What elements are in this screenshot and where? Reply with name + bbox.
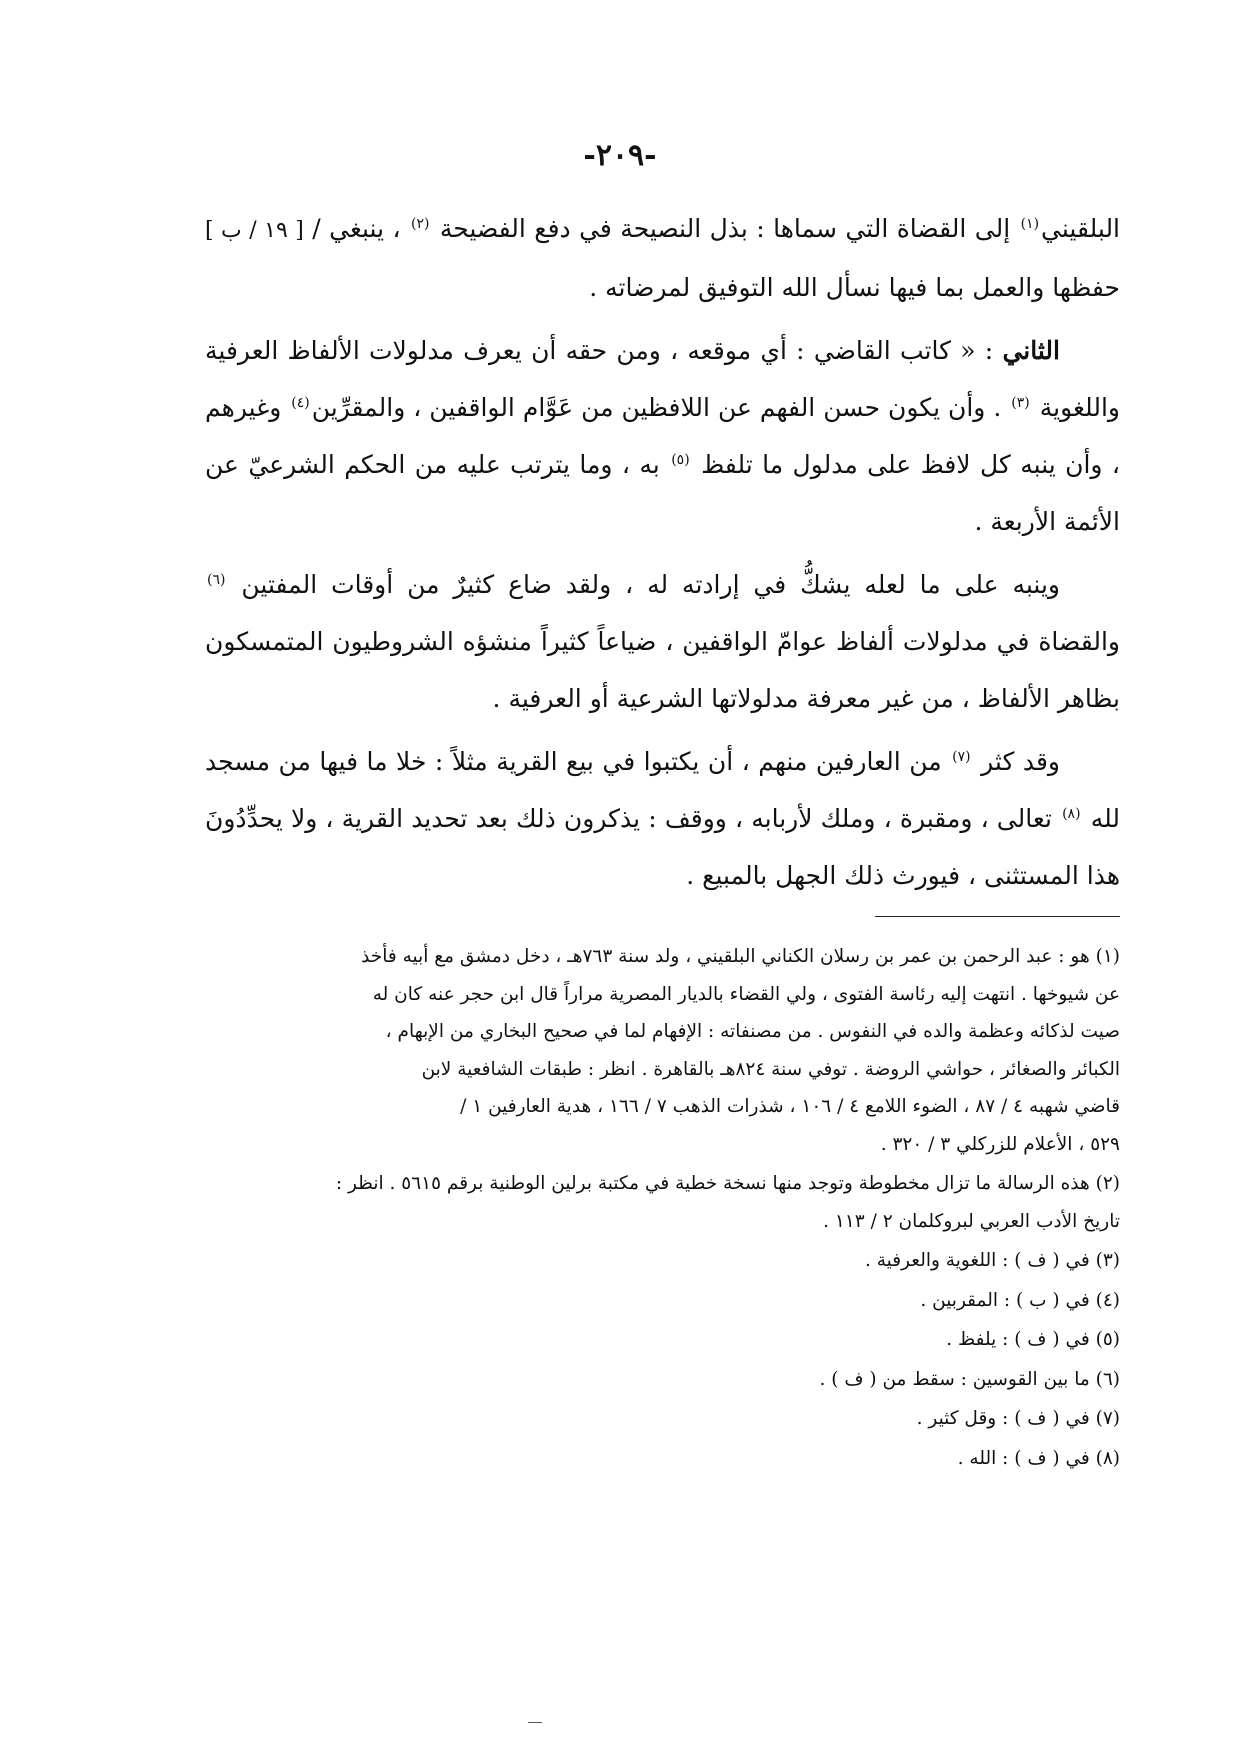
footnote-line: تاريخ الأدب العربي لبروكلمان ٢ / ١١٣ .	[823, 1210, 1120, 1232]
footnote-4: (٤) في ( ب ) : المقربين .	[920, 1289, 1120, 1311]
text-run: ، ينبغي /	[303, 214, 409, 243]
footnote-3: (٣) في ( ف ) : اللغوية والعرفية .	[864, 1250, 1120, 1271]
footnote-ref-5[interactable]: (٥)	[671, 451, 690, 468]
paragraph-4	[205, 733, 1120, 904]
text-run: إلى القضاة التي سماها : بذل النصيحة في دفع الفضيحة	[431, 214, 1019, 243]
footnote-5: (٥) في ( ف ) : يلفظ .	[946, 1329, 1120, 1350]
footnotes	[205, 938, 1120, 1479]
text-run: وقد كثر	[972, 747, 1061, 776]
text-run: : « كاتب القاضي : أي موقعه ، ومن حقه أن يعرف مدلولات الألفاظ العرفية واللغوية	[205, 336, 1120, 422]
footnote-ref-7[interactable]: (٧)	[952, 748, 971, 765]
footnote-1	[205, 938, 1120, 1163]
text-run: والقضاة في مدلولات ألفاظ عوامّ الواقفين ، ضياعاً كثيراً منشؤه الشروطيون المتمسكون بظاهر الألفاظ ، من غير معرفة مدلولاتها الشرعية أو العرفية .	[205, 627, 1120, 713]
footnote-ref-2[interactable]: (٢)	[410, 215, 430, 232]
text-run: من العارفين منهم ، أن يكتبوا في بيع القرية مثلاً : خلا ما فيها من مسجد لله	[205, 747, 1120, 833]
footnote-ref-1[interactable]: (١)	[1020, 215, 1040, 232]
footnote-ref-3[interactable]: (٣)	[1011, 394, 1030, 411]
manuscript-page-marker: [ ١٩ / ب ]	[205, 218, 304, 243]
section-lead: الثاني	[1002, 336, 1060, 365]
footnote-line: (١) هو : عبد الرحمن بن عمر بن رسلان الكناني البلقيني ، ولد سنة ٧٦٣هـ ، دخل دمشق مع أبيه فأخذ	[361, 946, 1120, 967]
text-run: . وأن يكون حسن الفهم عن اللافظين من عَوَّام الواقفين ، والمقرِّين	[311, 393, 1010, 422]
footnote-6: (٦) ما بين القوسين : سقط من ( ف ) .	[819, 1368, 1120, 1390]
footnote-7: (٧) في ( ف ) : وقل كثير .	[916, 1408, 1120, 1429]
text-run: تعالى ، ومقبرة ، وملك لأربابه ، ووقف : يذكرون ذلك بعد تحديد القرية ، ولا يحدِّدُونَ هذا المستثنى ، فيورث ذلك الجهل بالمبيع .	[205, 804, 1120, 890]
text-run: وينبه على ما لعله يشكُّ في إرادته له ، ولقد ضاع كثيرٌ من أوقات المفتين	[227, 570, 1060, 599]
footnote-line: صيت لذكائه وعظمة والده في النفوس . من مصنفاته : الإفهام لما في صحيح البخاري من الإبهام ،	[385, 1021, 1120, 1042]
footnote-line: عن شيوخها . انتهت إليه رئاسة الفتوى ، ولي القضاء بالديار المصرية مراراً قال ابن حجر عنه كان له	[372, 983, 1120, 1005]
text-run: حفظها والعمل بما فيها نسأل الله التوفيق لمرضاته .	[589, 273, 1120, 302]
footnote-line: قاضي شهبه ٤ / ٨٧ ، الضوء اللامع ٤ / ١٠٦ ، شذرات الذهب ٧ / ١٦٦ ، هدية العارفين ١ /	[460, 1096, 1120, 1117]
footnote-ref-8[interactable]: (٨)	[1062, 805, 1081, 822]
footnote-ref-4[interactable]: (٤)	[291, 394, 310, 411]
main-text	[205, 200, 1120, 904]
text-run: وغيرهم ، وأن ينبه كل لافظ على مدلول ما تلفظ	[205, 393, 1120, 479]
footnote-line: ٥٢٩ ، الأعلام للزركلي ٣ / ٣٢٠ .	[880, 1133, 1120, 1155]
paragraph-2	[205, 322, 1120, 550]
scan-mark	[528, 1722, 542, 1723]
text-run: البلقيني	[1041, 214, 1121, 243]
footnote-ref-6[interactable]: (٦)	[207, 571, 226, 588]
footnote-line: الكبائر والصغائر ، حواشي الروضة . توفي سنة ٨٢٤هـ بالقاهرة . انظر : طبقات الشافعية لابن	[421, 1058, 1120, 1080]
footnote-2	[205, 1165, 1120, 1240]
footnote-8: (٨) في ( ف ) : الله .	[957, 1447, 1120, 1469]
paragraph-3	[205, 556, 1120, 727]
page-number: -٢٠٩-	[583, 138, 657, 173]
footnote-separator	[875, 916, 1120, 917]
text-run: به ، وما يترتب عليه من الحكم الشرعيّ عن الأئمة الأربعة .	[205, 450, 1120, 536]
paragraph-1	[205, 200, 1120, 316]
footnote-line: (٢) هذه الرسالة ما تزال مخطوطة وتوجد منها نسخة خطية في مكتبة برلين الوطنية برقم ٥٦١٥ . انظر :	[335, 1173, 1120, 1194]
